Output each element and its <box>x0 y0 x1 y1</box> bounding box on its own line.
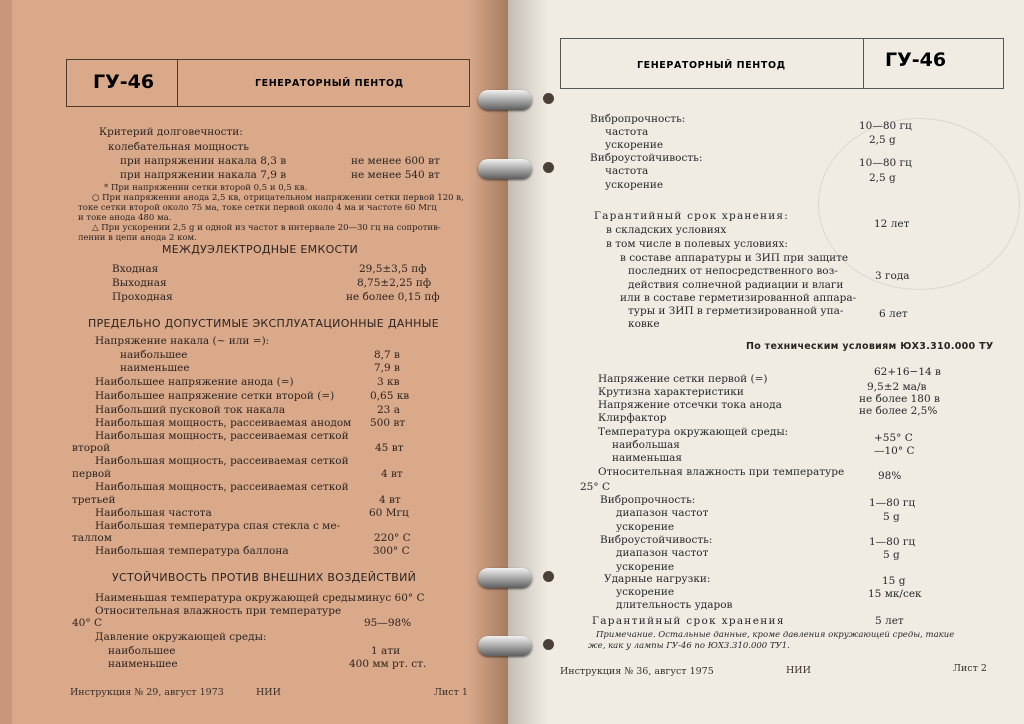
tu-label: Виброустойчивость: <box>600 534 713 546</box>
crit-row-1: при напряжении накала 8,3 в <box>120 155 287 167</box>
vib-value: 10—80 гц <box>859 157 912 169</box>
cap-label: Выходная <box>112 277 167 289</box>
tu-value: не более 180 в <box>859 393 940 405</box>
rating-label: первой <box>72 468 112 480</box>
tube-name: ГУ-46 <box>93 71 155 93</box>
res-value: 95—98% <box>364 617 412 629</box>
tu-value: 62+16−14 в <box>874 366 941 378</box>
res-value: 1 ати <box>371 645 401 657</box>
binder-ring <box>478 568 532 588</box>
rating-label: Наибольшее напряжение анода (=) <box>95 376 294 388</box>
tube-name: ГУ-46 <box>885 49 947 71</box>
rating-label: Наибольший пусковой ток накала <box>95 404 286 416</box>
binder-ring <box>478 159 532 179</box>
storage-label: или в составе герметизированной аппара- <box>620 292 857 304</box>
note-line: же, как у лампы ГУ-46 по ЮХ3.310.000 ТУ1. <box>588 641 790 651</box>
rating-label: Наибольшая мощность, рассеиваемая анодом <box>95 417 352 429</box>
storage-label: последних от непосредственного воз- <box>628 265 838 277</box>
tu-label: Относительная влажность при температуре <box>598 466 845 478</box>
vib-label: ускорение <box>605 139 664 151</box>
tu-label: Напряжение сетки первой (=) <box>598 373 768 385</box>
tu-label: диапазон частот <box>616 507 709 519</box>
rating-value: 500 вт <box>370 417 406 429</box>
tu-value: —10° С <box>874 445 915 457</box>
rating-value: 0,65 кв <box>370 390 410 402</box>
rating-label: наибольшее <box>120 349 188 361</box>
storage-label: в складских условиях <box>606 224 727 236</box>
vib-label: частота <box>605 165 649 177</box>
punch-hole <box>543 639 554 650</box>
crit-power: колебательная мощность <box>108 141 249 153</box>
footnote-line: лении в цепи анода 2 ком. <box>78 233 197 243</box>
rating-label: Наибольшая мощность, рассеиваемая сеткой <box>95 481 349 493</box>
tu-value: 5 g <box>883 511 900 523</box>
rating-value: 4 вт <box>379 494 401 506</box>
storage-label: ковке <box>628 318 660 330</box>
footer-sheet: Лист 1 <box>434 687 468 698</box>
tu-label: наименьшая <box>612 452 682 464</box>
rating-value: 3 кв <box>377 376 400 388</box>
tu-label: Клирфактор <box>598 412 667 424</box>
tu-title: По техническим условиям ЮХ3.310.000 ТУ <box>746 341 994 352</box>
rating-label: таллом <box>72 532 112 544</box>
rating-label: Наибольшая мощность, рассеиваемая сеткой <box>95 430 349 442</box>
crit-title: Критерий долговечности: <box>99 126 243 138</box>
tu-label: ускорение <box>616 561 675 573</box>
crit-row-1-value: не менее 600 вт <box>351 155 440 167</box>
rating-value: 220° С <box>374 532 411 544</box>
storage-label: действия солнечной радиации и влаги <box>628 279 844 291</box>
res-value: 400 мм рт. ст. <box>349 658 427 670</box>
footnote-line: * При напряжении сетки второй 0,5 и 0,5 кв. <box>104 183 308 193</box>
vib-label: Вибропрочность: <box>590 113 686 125</box>
vib-label: ускорение <box>605 179 664 191</box>
footer-sheet: Лист 2 <box>953 663 987 674</box>
tu-label: Ударные нагрузки: <box>604 573 711 585</box>
vib-value: 2,5 g <box>869 134 896 146</box>
rating-value: 23 а <box>377 404 400 416</box>
res-label: Относительная влажность при температуре <box>95 605 342 617</box>
rating-value: 8,7 в <box>374 349 400 361</box>
storage-label: туры и ЗИП в герметизированной упа- <box>628 305 844 317</box>
tu-label: ускорение <box>616 521 675 533</box>
footer-org: НИИ <box>786 665 811 676</box>
vib-label: частота <box>605 126 649 138</box>
footer-org: НИИ <box>256 687 281 698</box>
resistance-title: УСТОЙЧИВОСТЬ ПРОТИВ ВНЕШНИХ ВОЗДЕЙСТВИЙ <box>112 571 417 584</box>
guarantee-value: 5 лет <box>875 615 904 627</box>
rating-label: Наибольшая температура баллона <box>95 545 289 557</box>
rating-label: наименьшее <box>120 362 190 374</box>
tu-label: длительность ударов <box>616 599 733 611</box>
storage-value: 6 лет <box>879 308 908 320</box>
res-label: Наименьшая температура окружающей среды <box>95 592 356 604</box>
footnote-line: и токе анода 480 ма. <box>78 213 172 223</box>
tu-value: 15 g <box>882 575 906 587</box>
tu-label: ускорение <box>616 586 675 598</box>
cap-value: 8,75±2,25 пф <box>357 277 432 289</box>
binder-ring <box>478 636 532 656</box>
footnote-line: ○ При напряжении анода 2,5 кв, отрицательном напряжении сетки первой 120 в, <box>92 193 464 203</box>
tu-label: Крутизна характеристики <box>598 386 744 398</box>
cap-label: Входная <box>112 263 159 275</box>
rating-value: 7,9 в <box>374 362 400 374</box>
faint-stamp <box>818 118 1020 290</box>
punch-hole <box>543 571 554 582</box>
res-label: Давление окружающей среды: <box>95 631 267 643</box>
rating-label: Наибольшее напряжение сетки второй (=) <box>95 390 335 402</box>
rating-label: Наибольшая частота <box>95 507 212 519</box>
right-page <box>508 0 1024 724</box>
rating-label: третьей <box>72 494 116 506</box>
max-ratings-title: ПРЕДЕЛЬНО ДОПУСТИМЫЕ ЭКСПЛУАТАЦИОННЫЕ ДАННЫЕ <box>88 317 439 330</box>
note-line: Примечание. Остальные данные, кроме давления окружающей среды, такие <box>596 630 955 640</box>
punch-hole <box>543 162 554 173</box>
footnote-line: токе сетки второй около 75 ма, токе сетки первой около 4 ма и частоте 60 Мгц <box>78 203 437 213</box>
storage-label: в составе аппаратуры и ЗИП при защите <box>620 252 849 264</box>
vib-value: 2,5 g <box>869 172 896 184</box>
tube-type: ГЕНЕРАТОРНЫЙ ПЕНТОД <box>637 60 786 71</box>
footer-instruction: Инструкция № 36, август 1975 <box>560 666 714 677</box>
tu-value: 15 мк/сек <box>868 588 922 600</box>
vib-label: Виброустойчивость: <box>590 152 703 164</box>
tu-label: наибольшая <box>612 439 680 451</box>
res-value: минус 60° С <box>357 592 425 604</box>
guarantee-label: Гарантийный срок хранения <box>592 615 785 627</box>
crit-row-2-value: не менее 540 вт <box>351 169 440 181</box>
storage-value: 3 года <box>875 270 910 282</box>
storage-label: Гарантийный срок хранения: <box>594 210 789 222</box>
binder-ring <box>478 90 532 110</box>
tu-value: 98% <box>878 470 902 482</box>
capacitance-title: МЕЖДУЭЛЕКТРОДНЫЕ ЕМКОСТИ <box>162 243 359 256</box>
tu-value: 1—80 гц <box>869 497 916 509</box>
rating-value: 4 вт <box>381 468 403 480</box>
tu-label: Напряжение отсечки тока анода <box>598 399 782 411</box>
left-page <box>0 0 508 724</box>
cap-value: не более 0,15 пф <box>346 291 440 303</box>
tu-value: 9,5±2 ма/в <box>867 381 927 393</box>
tube-type: ГЕНЕРАТОРНЫЙ ПЕНТОД <box>255 78 404 89</box>
cap-label: Проходная <box>112 291 173 303</box>
vib-value: 10—80 гц <box>859 120 912 132</box>
footer-instruction: Инструкция № 29, август 1973 <box>70 687 224 698</box>
right-header-box <box>560 38 1004 89</box>
rating-value: 60 Мгц <box>369 507 409 519</box>
tu-value: не более 2,5% <box>859 405 938 417</box>
rating-label: Напряжение накала (~ или =): <box>95 335 270 347</box>
punch-hole <box>543 93 554 104</box>
storage-label: в том числе в полевых условиях: <box>606 238 788 250</box>
left-header-box <box>66 59 470 107</box>
tu-value: 5 g <box>883 549 900 561</box>
tu-value: +55° С <box>874 432 913 444</box>
storage-value: 12 лет <box>874 218 910 230</box>
footnote-line: △ При ускорении 2,5 g и одной из частот в интервале 20—30 гц на сопротив- <box>92 223 441 233</box>
tu-label: 25° С <box>580 481 610 493</box>
cap-value: 29,5±3,5 пф <box>359 263 427 275</box>
rating-value: 300° С <box>373 545 410 557</box>
tu-label: Вибропрочность: <box>600 494 696 506</box>
rating-label: Наибольшая мощность, рассеиваемая сеткой <box>95 455 349 467</box>
rating-label: второй <box>72 442 111 454</box>
page-edge <box>0 0 12 724</box>
tu-label: Температура окружающей среды: <box>598 426 789 438</box>
res-label: наименьшее <box>108 658 178 670</box>
res-label: наибольшее <box>108 645 176 657</box>
tu-label: диапазон частот <box>616 547 709 559</box>
tu-value: 1—80 гц <box>869 536 916 548</box>
res-label: 40° С <box>72 617 102 629</box>
crit-row-2: при напряжении накала 7,9 в <box>120 169 287 181</box>
rating-value: 45 вт <box>375 442 404 454</box>
rating-label: Наибольшая температура спая стекла с ме- <box>95 520 341 532</box>
